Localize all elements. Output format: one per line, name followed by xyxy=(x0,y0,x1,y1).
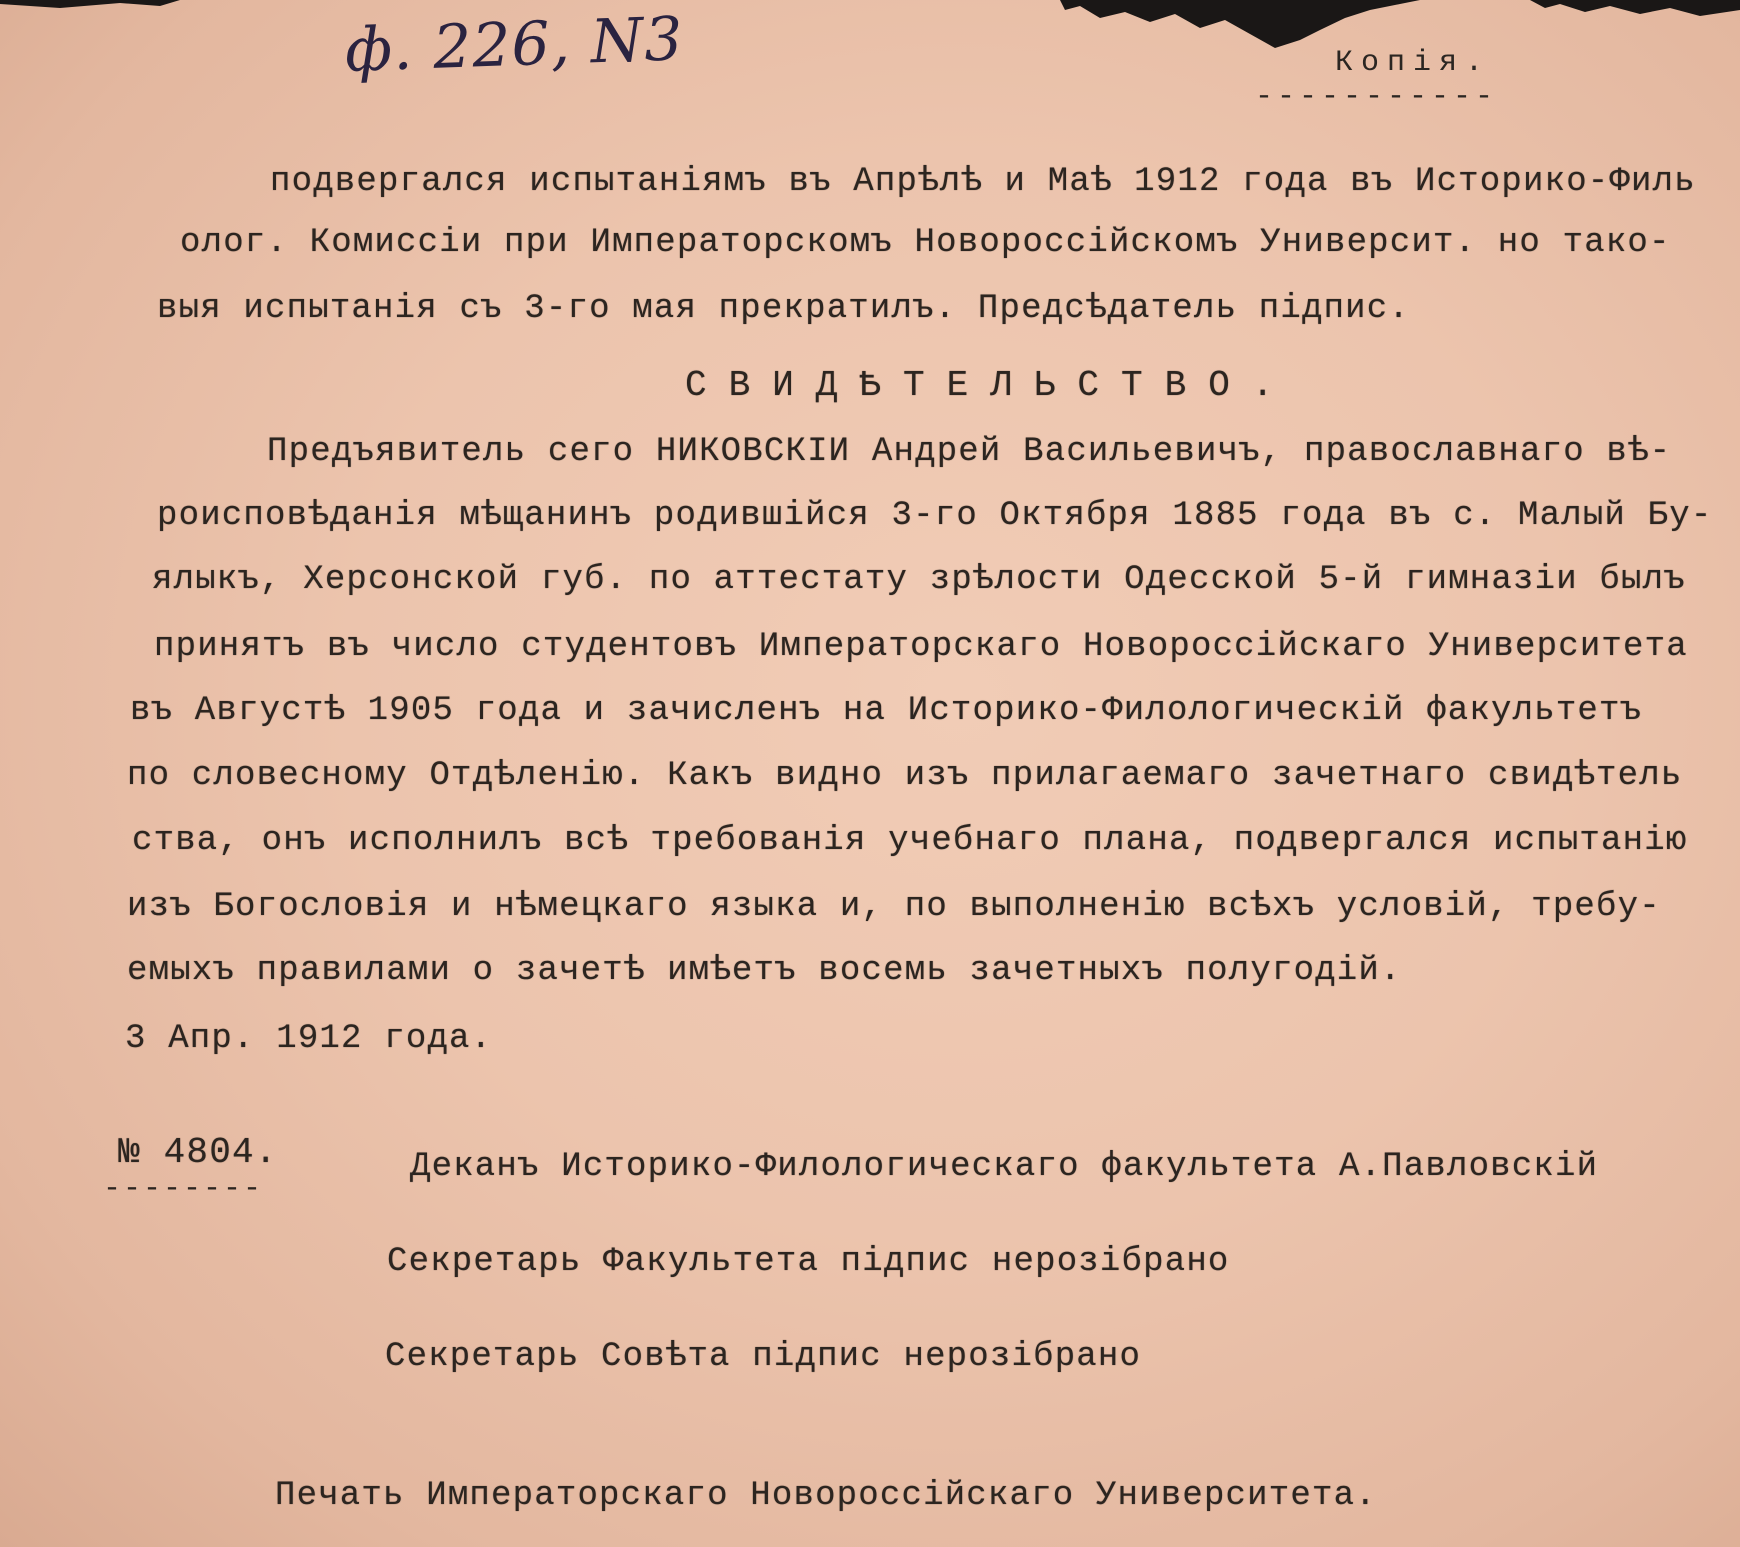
certificate-title: СВИДѢТЕЛЬСТВО. xyxy=(685,365,1296,406)
copy-underline: ----------- xyxy=(1255,80,1498,114)
document-number: № 4804. xyxy=(118,1132,278,1173)
body-line-3: ялыкъ, Херсонской губ. по аттестату зрѣлости Одесской 5-й гимназіи былъ xyxy=(152,561,1686,599)
copy-label: Копія. xyxy=(1335,46,1492,80)
body-line-5: въ Августѣ 1905 года и зачисленъ на Историко-Филологическій факультетъ xyxy=(130,692,1643,730)
intro-line-1: подвергался испытаніямъ въ Апрѣлѣ и Маѣ 1912 года въ Историко-Филь xyxy=(270,163,1696,201)
dean-signature: Деканъ Историко-Филологическаго факультета А.Павловскій xyxy=(410,1148,1599,1186)
body-line-7: ства, онъ исполнилъ всѣ требованія учебнаго плана, подвергался испытанію xyxy=(132,822,1688,860)
body-line-6: по словесному Отдѣленію. Какъ видно изъ прилагаемаго зачетнаго свидѣтель xyxy=(127,757,1683,795)
faculty-secretary-signature: Секретарь Факультета підпис нерозібрано xyxy=(387,1243,1230,1281)
body-line-8: изъ Богословія и нѣмецкаго языка и, по выполненію всѣхъ условій, требу- xyxy=(127,888,1661,926)
body-line-1: Предъявитель сего НИКОВСКІИ Андрей Васильевичъ, православнаго вѣ- xyxy=(267,433,1672,471)
certificate-date: 3 Апр. 1912 года. xyxy=(125,1020,493,1058)
council-secretary-signature: Секретарь Совѣта підпис нерозібрано xyxy=(385,1338,1142,1376)
body-line-9: емыхъ правилами о зачетѣ имѣетъ восемь зачетныхъ полугодій. xyxy=(127,952,1402,990)
body-line-2: роисповѣданія мѣщанинъ родившійся 3-го Октября 1885 года въ с. Малый Бу- xyxy=(157,497,1713,535)
archive-mark: ф. 226, N3 xyxy=(343,4,685,86)
intro-line-3: выя испытанія съ 3-го мая прекратилъ. Предсѣдатель підпис. xyxy=(157,290,1410,328)
number-underline: -------- xyxy=(103,1172,264,1206)
body-line-4: принятъ въ число студентовъ Императорскаго Новороссійскаго Университета xyxy=(154,628,1688,666)
intro-line-2: олог. Комиссіи при Императорскомъ Новороссійскомъ Университ. но тако- xyxy=(180,224,1671,262)
university-seal-note: Печать Императорскаго Новороссійскаго Университета. xyxy=(275,1477,1377,1515)
